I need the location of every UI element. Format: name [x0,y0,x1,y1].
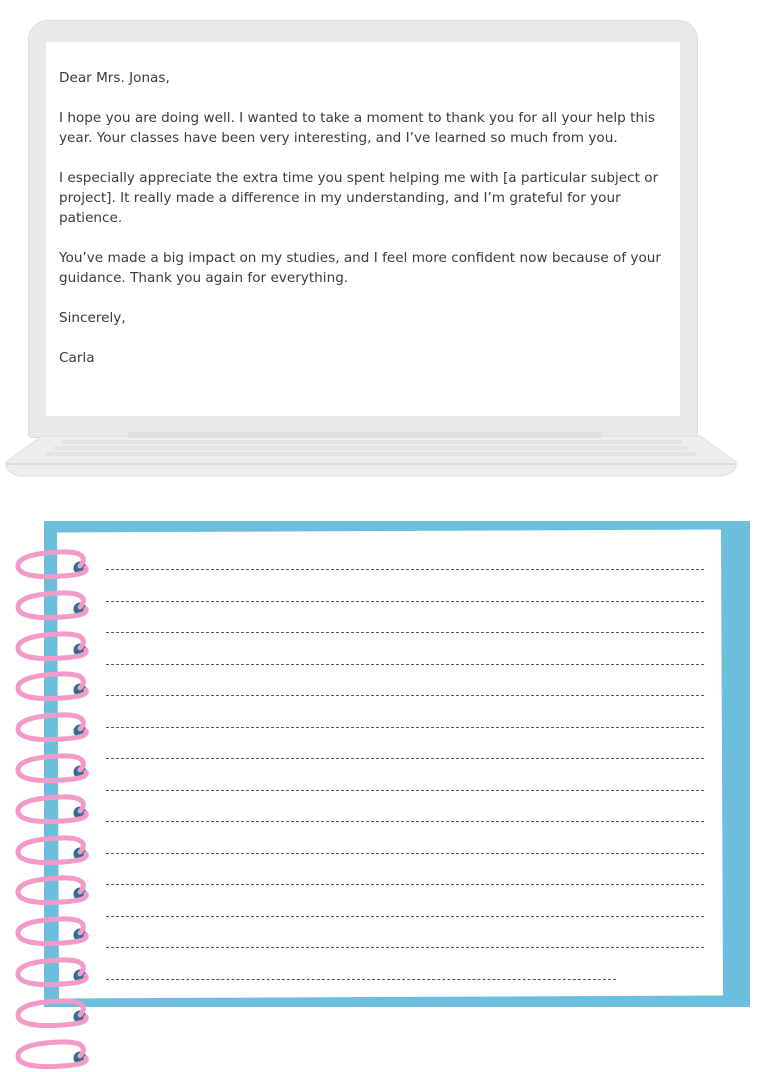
laptop-base-keyboard [2,432,740,478]
notebook-line [106,758,704,759]
notebook-line [106,821,704,822]
notebook-line [106,853,704,854]
spiral-ring [14,546,104,582]
spiral-ring [14,1036,104,1072]
notebook-line [106,601,704,602]
laptop-screen [46,42,680,416]
thank-you-letter [59,68,666,368]
letter-paragraph-2: I especially appreciate the extra time you spent helping me with [a particular subject or project]. It really made a difference in my understanding, and I’m grateful for your patience. [59,170,659,226]
letter-paragraph-3: You’ve made a big impact on my studies, and I feel more confident now because of your guidance. Thank you again for everything. [59,250,661,286]
spiral-ring [14,791,104,827]
notebook-line [106,727,704,728]
spiral-ring [14,995,104,1031]
spiral-ring [14,668,104,704]
notebook-line [106,632,704,633]
spiral-ring [14,709,104,745]
letter-paragraph-1: I hope you are doing well. I wanted to take a moment to thank you for all your help this year. Your classes have been very interesting, and I’ve learned so much from you. [59,110,655,146]
notebook-line [106,947,704,948]
spiral-ring [14,954,104,990]
notebook-line [106,790,704,791]
notebook-line [106,884,704,885]
spiral-ring [14,872,104,908]
letter-salutation: Dear Mrs. Jonas, [59,70,170,86]
letter-closing: Sincerely, [59,310,126,326]
notebook-line [106,569,704,570]
notebook-line [106,979,616,980]
spiral-ring [14,587,104,623]
spiral-ring [14,628,104,664]
letter-signature: Carla [59,350,95,366]
notebook-line [106,695,704,696]
spiral-ring [14,832,104,868]
spiral-ring [14,750,104,786]
spiral-ring [14,913,104,949]
notebook-line [106,664,704,665]
notebook-line [106,916,704,917]
keyboard-keys [46,440,696,456]
